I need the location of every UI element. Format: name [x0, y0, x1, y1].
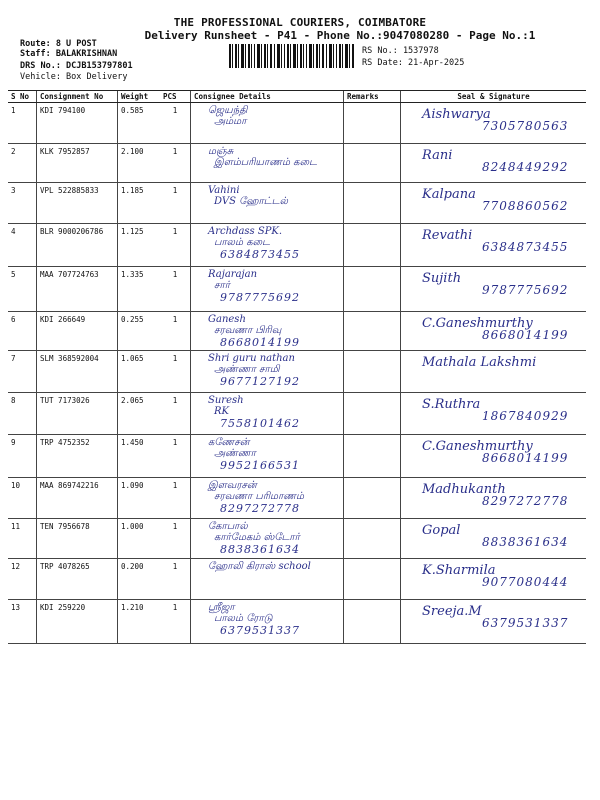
col-consignee: Consignee Details	[191, 91, 344, 103]
row-consignee-details	[191, 267, 344, 312]
row-consignment-no: TRP 4752352	[37, 435, 118, 478]
row-seal-signature	[401, 144, 587, 183]
signature-name: Aishwarya	[422, 107, 491, 122]
row-weight: 1.185	[118, 183, 161, 224]
signature-name: Mathala Lakshmi	[422, 355, 537, 370]
row-consignment-no: VPL 522885833	[37, 183, 118, 224]
consignee-line: பாலம் கடை	[214, 237, 271, 248]
consignee-line: ஜெயந்தி	[208, 105, 248, 116]
row-remarks	[344, 183, 401, 224]
row-remarks	[344, 435, 401, 478]
row-pcs: 1	[160, 312, 191, 351]
table-row	[8, 393, 586, 435]
row-pcs: 1	[160, 478, 191, 519]
signature-name: C.Ganeshmurthy	[422, 439, 533, 454]
row-sno: 6	[8, 312, 37, 351]
row-weight: 0.255	[118, 312, 161, 351]
table-row	[8, 519, 586, 559]
row-seal-signature	[401, 393, 587, 435]
consignee-line: Shri guru nathan	[208, 353, 295, 364]
consignee-line: சார்	[214, 280, 230, 291]
row-consignee-details	[191, 351, 344, 393]
signature-phone: 7708860562	[482, 199, 569, 213]
row-pcs: 1	[160, 393, 191, 435]
col-remarks: Remarks	[344, 91, 401, 103]
signature-phone: 8248449292	[482, 160, 569, 174]
row-consignee-details	[191, 144, 344, 183]
row-consignment-no: TUT 7173026	[37, 393, 118, 435]
consignee-line: Archdass SPK.	[208, 226, 283, 237]
row-weight: 0.200	[118, 559, 161, 600]
barcode-image	[229, 44, 354, 68]
row-seal-signature	[401, 435, 587, 478]
row-seal-signature	[401, 224, 587, 267]
signature-name: C.Ganeshmurthy	[422, 316, 533, 331]
row-weight: 2.100	[118, 144, 161, 183]
consignee-line: இளவரசன்	[208, 480, 257, 491]
signature-phone: 8668014199	[482, 451, 569, 465]
consignee-line: Vahini	[208, 185, 240, 196]
vehicle-label: Vehicle: Box Delivery	[20, 72, 128, 82]
row-remarks	[344, 519, 401, 559]
row-consignee-details	[191, 183, 344, 224]
row-remarks	[344, 351, 401, 393]
consignee-line: DVS ஹோட்டல்	[214, 196, 288, 207]
rs-date: RS Date: 21-Apr-2025	[362, 58, 465, 68]
row-remarks	[344, 393, 401, 435]
row-consignment-no: TRP 4078265	[37, 559, 118, 600]
row-consignee-details	[191, 103, 344, 144]
row-remarks	[344, 267, 401, 312]
row-consignment-no: KDI 259220	[37, 600, 118, 644]
row-pcs: 1	[160, 351, 191, 393]
consignee-line: 8297272778	[220, 502, 300, 515]
staff-label: Staff: BALAKRISHNAN	[20, 49, 118, 59]
consignee-line: சரவணா பிரிவு	[214, 325, 282, 336]
signature-phone: 1867840929	[482, 409, 569, 423]
signature-phone: 9787775692	[482, 283, 569, 297]
signature-name: Kalpana	[422, 187, 476, 202]
row-consignee-details	[191, 224, 344, 267]
consignee-line: RK	[214, 406, 229, 417]
row-consignee-details	[191, 478, 344, 519]
signature-phone: 8297272778	[482, 494, 569, 508]
consignee-line: சரவணா பரிமாணம்	[214, 491, 305, 502]
table-row	[8, 351, 586, 393]
row-seal-signature	[401, 519, 587, 559]
consignee-line: 8838361634	[220, 543, 300, 556]
consignee-line: 9677127192	[220, 375, 300, 388]
consignee-line: 9952166531	[220, 459, 300, 472]
col-pcs: PCS	[160, 91, 191, 103]
signature-phone: 9077080444	[482, 575, 569, 589]
consignee-line: பாலம் ரோடு	[214, 613, 273, 624]
row-consignee-details	[191, 600, 344, 644]
col-consignment: Consignment No	[37, 91, 118, 103]
row-weight: 0.585	[118, 103, 161, 144]
signature-name: Sujith	[422, 271, 462, 286]
row-consignee-details	[191, 519, 344, 559]
signature-name: Madhukanth	[422, 482, 506, 497]
signature-phone: 8838361634	[482, 535, 569, 549]
consignee-line: ஸ்ரீஜா	[208, 602, 235, 613]
row-remarks	[344, 224, 401, 267]
row-seal-signature	[401, 103, 587, 144]
table-row	[8, 183, 586, 224]
row-sno: 13	[8, 600, 37, 644]
row-sno: 7	[8, 351, 37, 393]
row-seal-signature	[401, 312, 587, 351]
consignee-line: அண்ணா	[214, 448, 256, 459]
row-weight: 1.000	[118, 519, 161, 559]
consignee-line: அம்மா	[214, 116, 247, 127]
row-consignee-details	[191, 435, 344, 478]
row-seal-signature	[401, 351, 587, 393]
signature-name: Rani	[422, 148, 453, 163]
consignee-line: கார்மேகம் ஸ்டோர்	[214, 532, 300, 543]
row-sno: 12	[8, 559, 37, 600]
row-remarks	[344, 559, 401, 600]
row-seal-signature	[401, 478, 587, 519]
row-consignee-details	[191, 312, 344, 351]
consignee-line: 8668014199	[220, 336, 300, 349]
row-sno: 1	[8, 103, 37, 144]
consignee-line: Suresh	[208, 395, 244, 406]
row-sno: 11	[8, 519, 37, 559]
consignee-line: கோபால்	[208, 521, 248, 532]
row-consignment-no: BLR 9000206786	[37, 224, 118, 267]
route-label: Route: 8 U POST	[20, 39, 97, 49]
table-row	[8, 559, 586, 600]
row-remarks	[344, 478, 401, 519]
row-pcs: 1	[160, 559, 191, 600]
row-weight: 1.125	[118, 224, 161, 267]
row-consignee-details	[191, 559, 344, 600]
row-consignment-no: SLM 368592004	[37, 351, 118, 393]
consignee-line: Ganesh	[208, 314, 246, 325]
row-sno: 10	[8, 478, 37, 519]
col-seal-signature: Seal & Signature	[401, 91, 587, 103]
row-weight: 2.065	[118, 393, 161, 435]
table-row	[8, 478, 586, 519]
table-row	[8, 267, 586, 312]
table-row	[8, 103, 586, 144]
runsheet-table	[8, 90, 586, 644]
row-pcs: 1	[160, 267, 191, 312]
signature-name: K.Sharmila	[422, 563, 496, 578]
row-pcs: 1	[160, 144, 191, 183]
consignee-line: இளம்பரியாணம் கடை	[214, 157, 318, 168]
consignee-line: அண்ணா சாமி	[214, 364, 280, 375]
consignee-line: 7558101462	[220, 417, 300, 430]
row-pcs: 1	[160, 224, 191, 267]
signature-name: Sreeja.M	[422, 604, 482, 619]
row-sno: 8	[8, 393, 37, 435]
consignee-line: 6379531337	[220, 624, 300, 637]
consignee-line: கணேசன்	[208, 437, 250, 448]
consignee-line: ஹோலி கிராஸ் school	[208, 561, 311, 572]
row-consignee-details	[191, 393, 344, 435]
rs-number: RS No.: 1537978	[362, 46, 439, 56]
row-consignment-no: TEN 7956678	[37, 519, 118, 559]
row-sno: 2	[8, 144, 37, 183]
signature-name: Gopal	[422, 523, 461, 538]
signature-name: Revathi	[422, 228, 473, 243]
row-sno: 3	[8, 183, 37, 224]
row-seal-signature	[401, 183, 587, 224]
col-sno: S No	[8, 91, 37, 103]
signature-name: S.Ruthra	[422, 397, 481, 412]
signature-phone: 6384873455	[482, 240, 569, 254]
table-row	[8, 312, 586, 351]
row-weight: 1.210	[118, 600, 161, 644]
row-seal-signature	[401, 267, 587, 312]
row-consignment-no: MAA 869742216	[37, 478, 118, 519]
row-sno: 4	[8, 224, 37, 267]
signature-phone: 8668014199	[482, 328, 569, 342]
row-pcs: 1	[160, 435, 191, 478]
runsheet-title: Delivery Runsheet - P41 - Phone No.:9047080280 - Page No.:1	[144, 29, 536, 42]
row-seal-signature	[401, 600, 587, 644]
row-weight: 1.450	[118, 435, 161, 478]
row-remarks	[344, 144, 401, 183]
consignee-line: 9787775692	[220, 291, 300, 304]
consignee-line: 6384873455	[220, 248, 300, 261]
row-sno: 5	[8, 267, 37, 312]
row-seal-signature	[401, 559, 587, 600]
row-consignment-no: KDI 794100	[37, 103, 118, 144]
company-title: THE PROFESSIONAL COURIERS, COIMBATORE	[173, 16, 427, 29]
row-pcs: 1	[160, 103, 191, 144]
row-weight: 1.065	[118, 351, 161, 393]
row-consignment-no: KDI 266649	[37, 312, 118, 351]
signature-phone: 6379531337	[482, 616, 569, 630]
row-remarks	[344, 103, 401, 144]
drs-label: DRS No.: DCJB153797801	[20, 61, 133, 71]
consignee-line: Rajarajan	[208, 269, 258, 280]
row-consignment-no: MAA 707724763	[37, 267, 118, 312]
row-consignment-no: KLK 7952857	[37, 144, 118, 183]
table-row	[8, 600, 586, 644]
row-pcs: 1	[160, 600, 191, 644]
row-pcs: 1	[160, 519, 191, 559]
consignee-line: மஞ்சு	[208, 146, 234, 157]
table-row	[8, 224, 586, 267]
table-row	[8, 144, 586, 183]
row-pcs: 1	[160, 183, 191, 224]
col-weight: Weight	[118, 91, 161, 103]
row-weight: 1.090	[118, 478, 161, 519]
table-row	[8, 435, 586, 478]
signature-phone: 7305780563	[482, 119, 569, 133]
row-remarks	[344, 600, 401, 644]
table-header-row	[8, 91, 586, 103]
row-sno: 9	[8, 435, 37, 478]
row-remarks	[344, 312, 401, 351]
row-weight: 1.335	[118, 267, 161, 312]
